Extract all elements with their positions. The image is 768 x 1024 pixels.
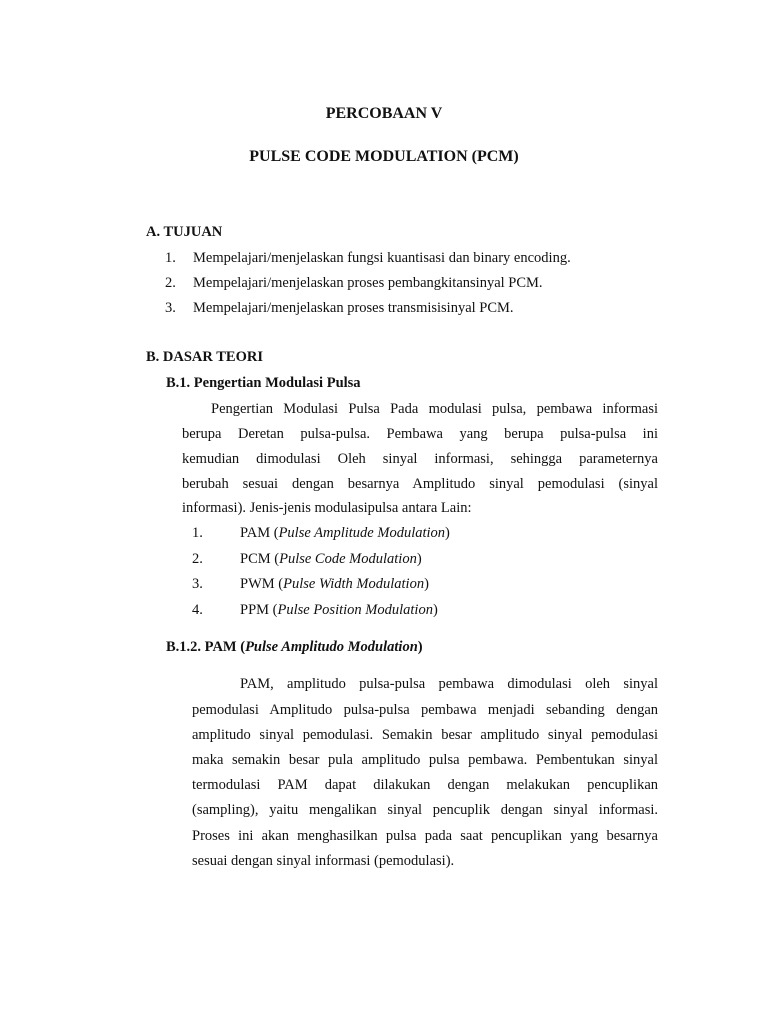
b1-paragraph-line-5: informasi). Jenis-jenis modulasipulsa antara Lain: (182, 500, 472, 516)
pam-paragraph-line-7: Proses ini akan menghasilkan pulsa pada saat pencuplikan yang besarnya (192, 828, 658, 844)
b1-paragraph-line-4: berubah sesuai dengan besarnya Amplitudo sinyal pemodulasi (sinyal (182, 476, 658, 492)
b1-paragraph-line-2: berupa Deretan pulsa-pulsa. Pembawa yang berupa pulsa-pulsa ini (182, 426, 658, 442)
modulation-list-item: PWM (Pulse Width Modulation) (240, 576, 429, 592)
page-title: PERCOBAAN V (325, 105, 443, 122)
b1-paragraph-line-1: Pengertian Modulasi Pulsa Pada modulasi pulsa, pembawa informasi (211, 401, 658, 417)
b1-paragraph-line-3: kemudian dimodulasi Oleh sinyal informasi, sehingga parameternya (182, 451, 658, 467)
subsection-b1-heading: B.1. Pengertian Modulasi Pulsa (166, 375, 361, 391)
tujuan-item-1: Mempelajari/menjelaskan fungsi kuantisasi dan binary encoding. (193, 250, 571, 266)
tujuan-item-3-number: 3. (165, 300, 176, 316)
section-a-heading: A. TUJUAN (146, 224, 223, 240)
pam-paragraph-line-3: amplitudo sinyal pemodulasi. Semakin besar amplitudo sinyal pemodulasi (192, 727, 658, 743)
tujuan-item-1-number: 1. (165, 250, 176, 266)
tujuan-item-2: Mempelajari/menjelaskan proses pembangkitansinyal PCM. (193, 275, 543, 291)
subsection-b12-heading: B.1.2. PAM (Pulse Amplitudo Modulation) (166, 639, 423, 655)
section-b-heading: B. DASAR TEORI (146, 349, 263, 365)
pam-paragraph-line-5: termodulasi PAM dapat dilakukan dengan melakukan pencuplikan (192, 777, 658, 793)
modulation-list-2-number: 2. (192, 551, 203, 567)
pam-paragraph-line-8: sesuai dengan sinyal informasi (pemodulasi). (192, 853, 455, 869)
modulation-list-item: PAM (Pulse Amplitude Modulation) (240, 525, 450, 541)
tujuan-item-2-number: 2. (165, 275, 176, 291)
tujuan-item-3: Mempelajari/menjelaskan proses transmisisinyal PCM. (193, 300, 514, 316)
pam-paragraph-line-2: pemodulasi Amplitudo pulsa-pulsa pembawa menjadi sebanding dengan (192, 702, 658, 718)
modulation-list-3-number: 3. (192, 576, 203, 592)
pam-paragraph-line-1: PAM, amplitudo pulsa-pulsa pembawa dimodulasi oleh sinyal (240, 676, 658, 692)
modulation-list-item: PCM (Pulse Code Modulation) (240, 551, 422, 567)
pam-paragraph-line-4: maka semakin besar pula amplitudo pulsa pembawa. Pembentukan sinyal (192, 752, 658, 768)
modulation-list-1-number: 1. (192, 525, 203, 541)
page-subtitle: PULSE CODE MODULATION (PCM) (249, 148, 519, 165)
pam-paragraph-line-6: (sampling), yaitu mengalikan sinyal pencuplik dengan sinyal informasi. (192, 802, 658, 818)
modulation-list-4-number: 4. (192, 602, 203, 618)
modulation-list-item: PPM (Pulse Position Modulation) (240, 602, 438, 618)
